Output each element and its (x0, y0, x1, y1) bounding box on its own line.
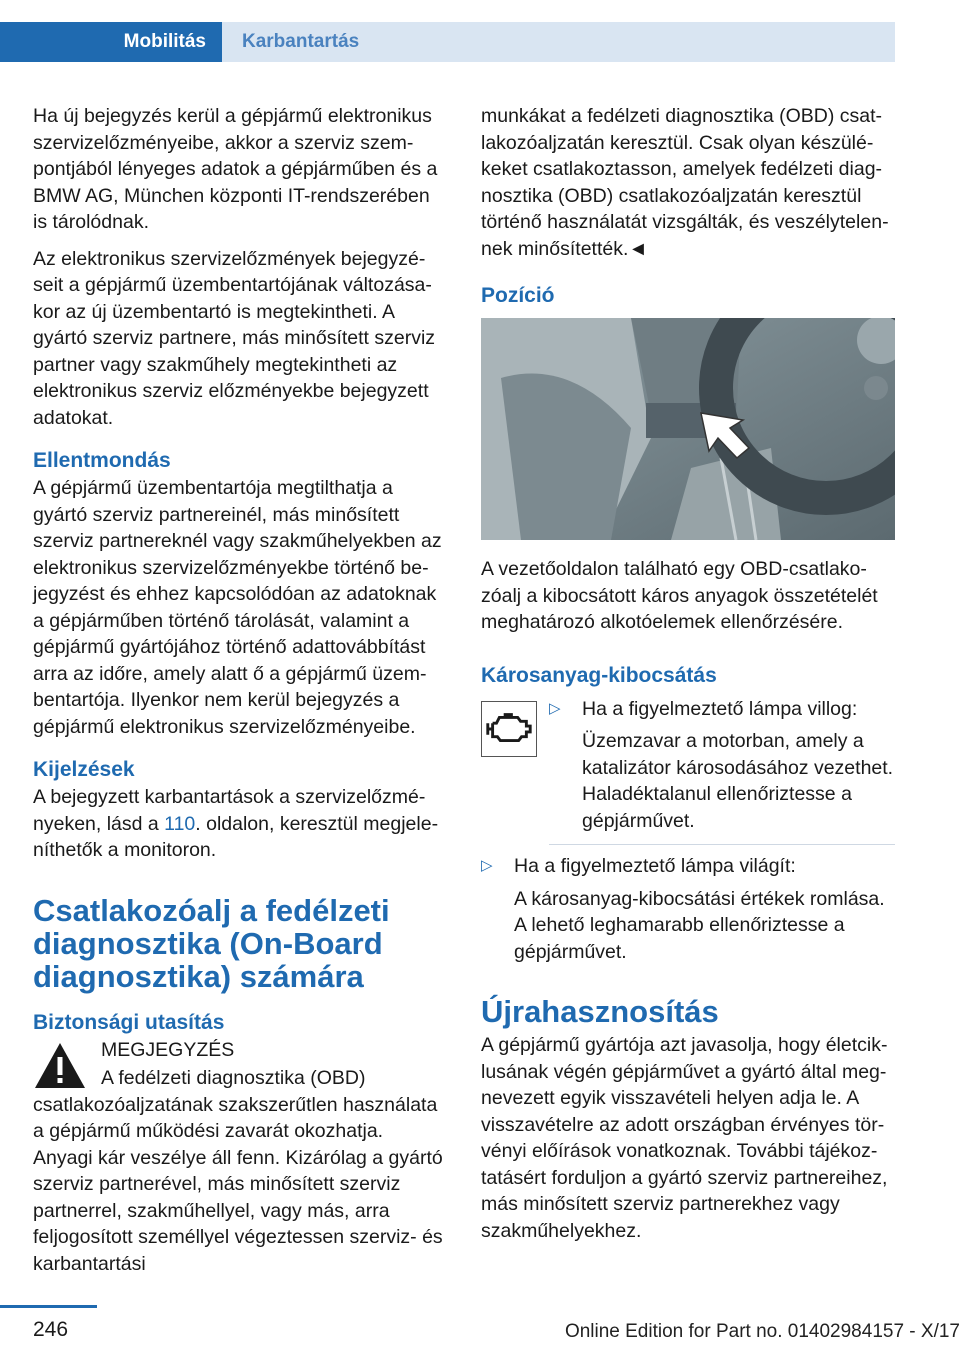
paragraph-position: A vezetőoldalon található egy OBD-csatlakozóalj a kibocsátott káros anyagok összetételét meghatározó alkotóelemek ellenőrzésére. (481, 558, 878, 633)
paragraph-display (33, 784, 447, 864)
heading-kijelzesek: Kijelzések (33, 758, 135, 781)
obd-position-photo (481, 318, 895, 540)
edition-footer: Online Edition for Part no. 01402984157 - X/17 (564, 1321, 960, 1342)
heading-obd-socket: Csatlakozóalj a fedélzeti diagnosztika (On-Board diagnosztika) számára (33, 892, 390, 994)
warning-title: MEGJEGYZÉS (101, 1038, 235, 1061)
heading-ujrahasznositas: Újrahasznosítás (481, 994, 719, 1029)
heading-pozicio: Pozíció (481, 284, 555, 307)
paragraph-objection: A gépjármű üzembentartója megtilthatja a gyártó szerviz partnereinél, más minősített szerviz partnereknél vagy szakműhelyekben az elektronikus szervizelőzményekbe történő bejegyzést és ehhez kapcsolódóan az adatoknak a gépjárműben történő tárolását, valamint a gépjármű gyártójához történő adattovábbítást arra az időre, amely alatt ő a gépjármű üzembentartója. Ilyenkor nem kerül bejegyzés a gépjármű elektronikus szervizelőzményeibe. (33, 477, 442, 738)
bullet-constant-text: A károsanyag-kibocsátási értékek romlása. A lehető leghamarabb ellenőriztesse a gépjárművet. (514, 887, 885, 963)
footer-accent-line (0, 1305, 97, 1308)
tab-mobilitas[interactable]: Mobilitás (0, 22, 222, 62)
bullet-flashing-text: Üzemzavar a motorban, amely a katalizátor károsodásához vezethet. Haladéktalanul ellenőriztesse a gépjárművet. (582, 730, 894, 832)
warning-text-content: A fedélzeti diagnosztika (OBD) csatlakozóaljzatának szakszerűtlen használata a gépjármű működési zavarát okozhatja. Anyagi kár veszélye áll fenn. Kizárólag a gyártó szerviz partnerével, más minősített szerviz partnerrel, szakműhellyel, vagy más, arra feljogosított személlyel végeztessen szerviz- és karbantartási (33, 1067, 443, 1275)
page-link-110[interactable]: 110 (164, 812, 196, 835)
display-text-start: A bejegyzett karbantartások a szervizelőzményeken, lásd a (33, 786, 426, 835)
page-number: 246 (33, 1318, 69, 1341)
bullet-flashing-title: Ha a figyelmeztető lámpa villog: (582, 697, 858, 720)
bullet-triangle-icon: ▷ (481, 857, 493, 874)
warning-block (33, 1037, 447, 1064)
emission-warning-block (481, 696, 895, 835)
tab-karbantartas[interactable]: Karbantartás (222, 22, 895, 62)
bullet-flashing (549, 696, 895, 835)
paragraph-intro: Ha új bejegyzés kerül a gépjármű elektronikus szervizelőzményeibe, akkor a szerviz szempontjából lényeges adatok a gépjárműben és a BMW AG, München központi IT-rendszerében is tárolódnak. (33, 105, 438, 233)
left-column (33, 103, 447, 1287)
right-column (481, 103, 895, 1254)
bullet-triangle-icon: ▷ (549, 699, 561, 717)
display-text-end: . oldalon, keresztül megjeleníthetők a monitoron. (33, 812, 439, 861)
warning-text (33, 1065, 447, 1277)
header-tab-bar (0, 22, 895, 62)
warning-triangle-icon (33, 1041, 87, 1091)
heading-safety: Biztonsági utasítás (33, 1010, 225, 1034)
paragraph-owner-change: Az elektronikus szervizelőzmények bejegyzéseit a gépjármű üzembentartójának változásakor az új üzembentartó is megtekintheti. A gyártó szerviz partnere, más minősített szerviz partner vagy szakműhely megtekintheti az elektronikus szerviz előzményekbe bejegyzett adatokat. (33, 247, 436, 429)
divider (549, 844, 895, 845)
paragraph-recycling: A gépjármű gyártója azt javasolja, hogy életciklusának végén gépjárművet a gyártó által megnevezett egyik visszavételi helyen adja le. A visszavételre az adott országban érvényes törvényi előírások vonatkoznak. További tájékoztatásért forduljon a gyártó szerviz partnereihez, más minősített szerviz partnerekhez vagy szakműhelyekhez. (481, 1034, 888, 1242)
bullet-constant (481, 853, 895, 965)
heading-karosanyag: Károsanyag-kibocsátás (481, 663, 717, 687)
bullet-constant-title: Ha a figyelmeztető lámpa világít: (514, 855, 796, 877)
paragraph-obd-continued: munkákat a fedélzeti diagnosztika (OBD) csatlakozóaljzatán keresztül. Csak olyan készülékeket csatlakoztasson, amelyek fedélzeti diagnosztika (OBD) csatlakozóaljzatán keresztül történő használatát vizsgálták, és veszélytelennek minősítették.◄ (481, 105, 889, 260)
heading-ellentmondas: Ellentmondás (33, 449, 171, 472)
engine-check-icon (481, 701, 537, 757)
